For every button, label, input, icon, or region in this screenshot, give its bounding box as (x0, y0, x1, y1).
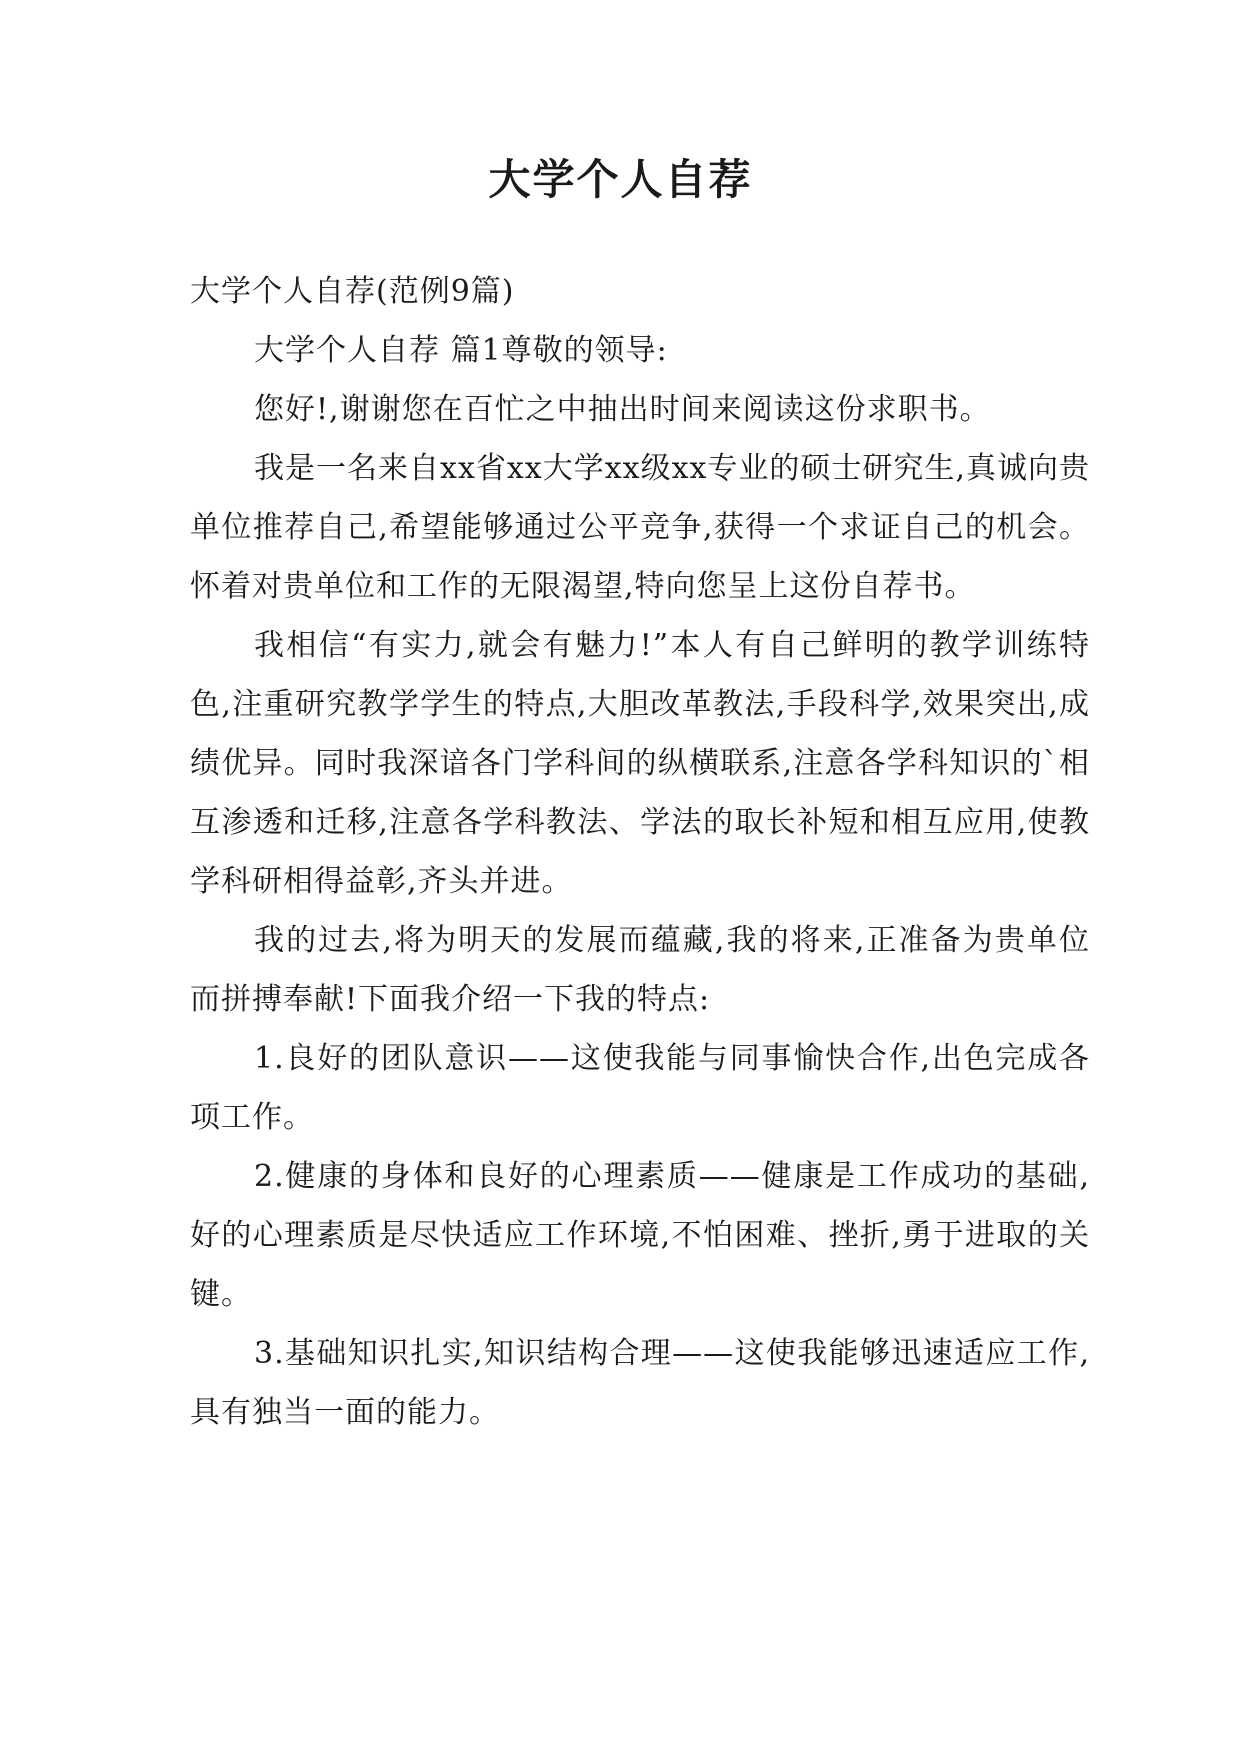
list-item-health: 2.健康的身体和良好的心理素质——健康是工作成功的基础,好的心理素质是尽快适应工作环境,不怕困难、挫折,勇于进取的关键。 (190, 1159, 1090, 1312)
salutation-paragraph: 大学个人自荐 篇1尊敬的领导: (254, 333, 668, 368)
document-subtitle: 大学个人自荐(范例9篇) (190, 274, 515, 309)
document-title: 大学个人自荐 (488, 155, 753, 204)
strengths-paragraph: 我相信“有实力,就会有魅力!”本人有自己鲜明的教学训练特色,注重研究教学学生的特点,大胆改革教法,手段科学,效果突出,成绩优异。同时我深谙各门学科间的纵横联系,注意各学科知识的`相互渗透和迁移,注意各学科教法、学法的取长补短和相互应用,使教学科研相得益彰,齐头并进。 (190, 628, 1090, 899)
list-item-teamwork: 1.良好的团队意识——这使我能与同事愉快合作,出色完成各项工作。 (190, 1041, 1090, 1135)
greeting-paragraph: 您好!,谢谢您在百忙之中抽出时间来阅读这份求职书。 (254, 392, 991, 427)
document-body (190, 262, 1090, 1442)
introduction-paragraph: 我是一名来自xx省xx大学xx级xx专业的硕士研究生,真诚向贵单位推荐自己,希望能够通过公平竞争,获得一个求证自己的机会。怀着对贵单位和工作的无限渴望,特向您呈上这份自荐书。 (190, 451, 1090, 604)
transition-paragraph: 我的过去,将为明天的发展而蕴藏,我的将来,正准备为贵单位而拼搏奉献!下面我介绍一下我的特点: (190, 923, 1090, 1017)
list-item-knowledge: 3.基础知识扎实,知识结构合理——这使我能够迅速适应工作,具有独当一面的能力。 (190, 1336, 1090, 1430)
